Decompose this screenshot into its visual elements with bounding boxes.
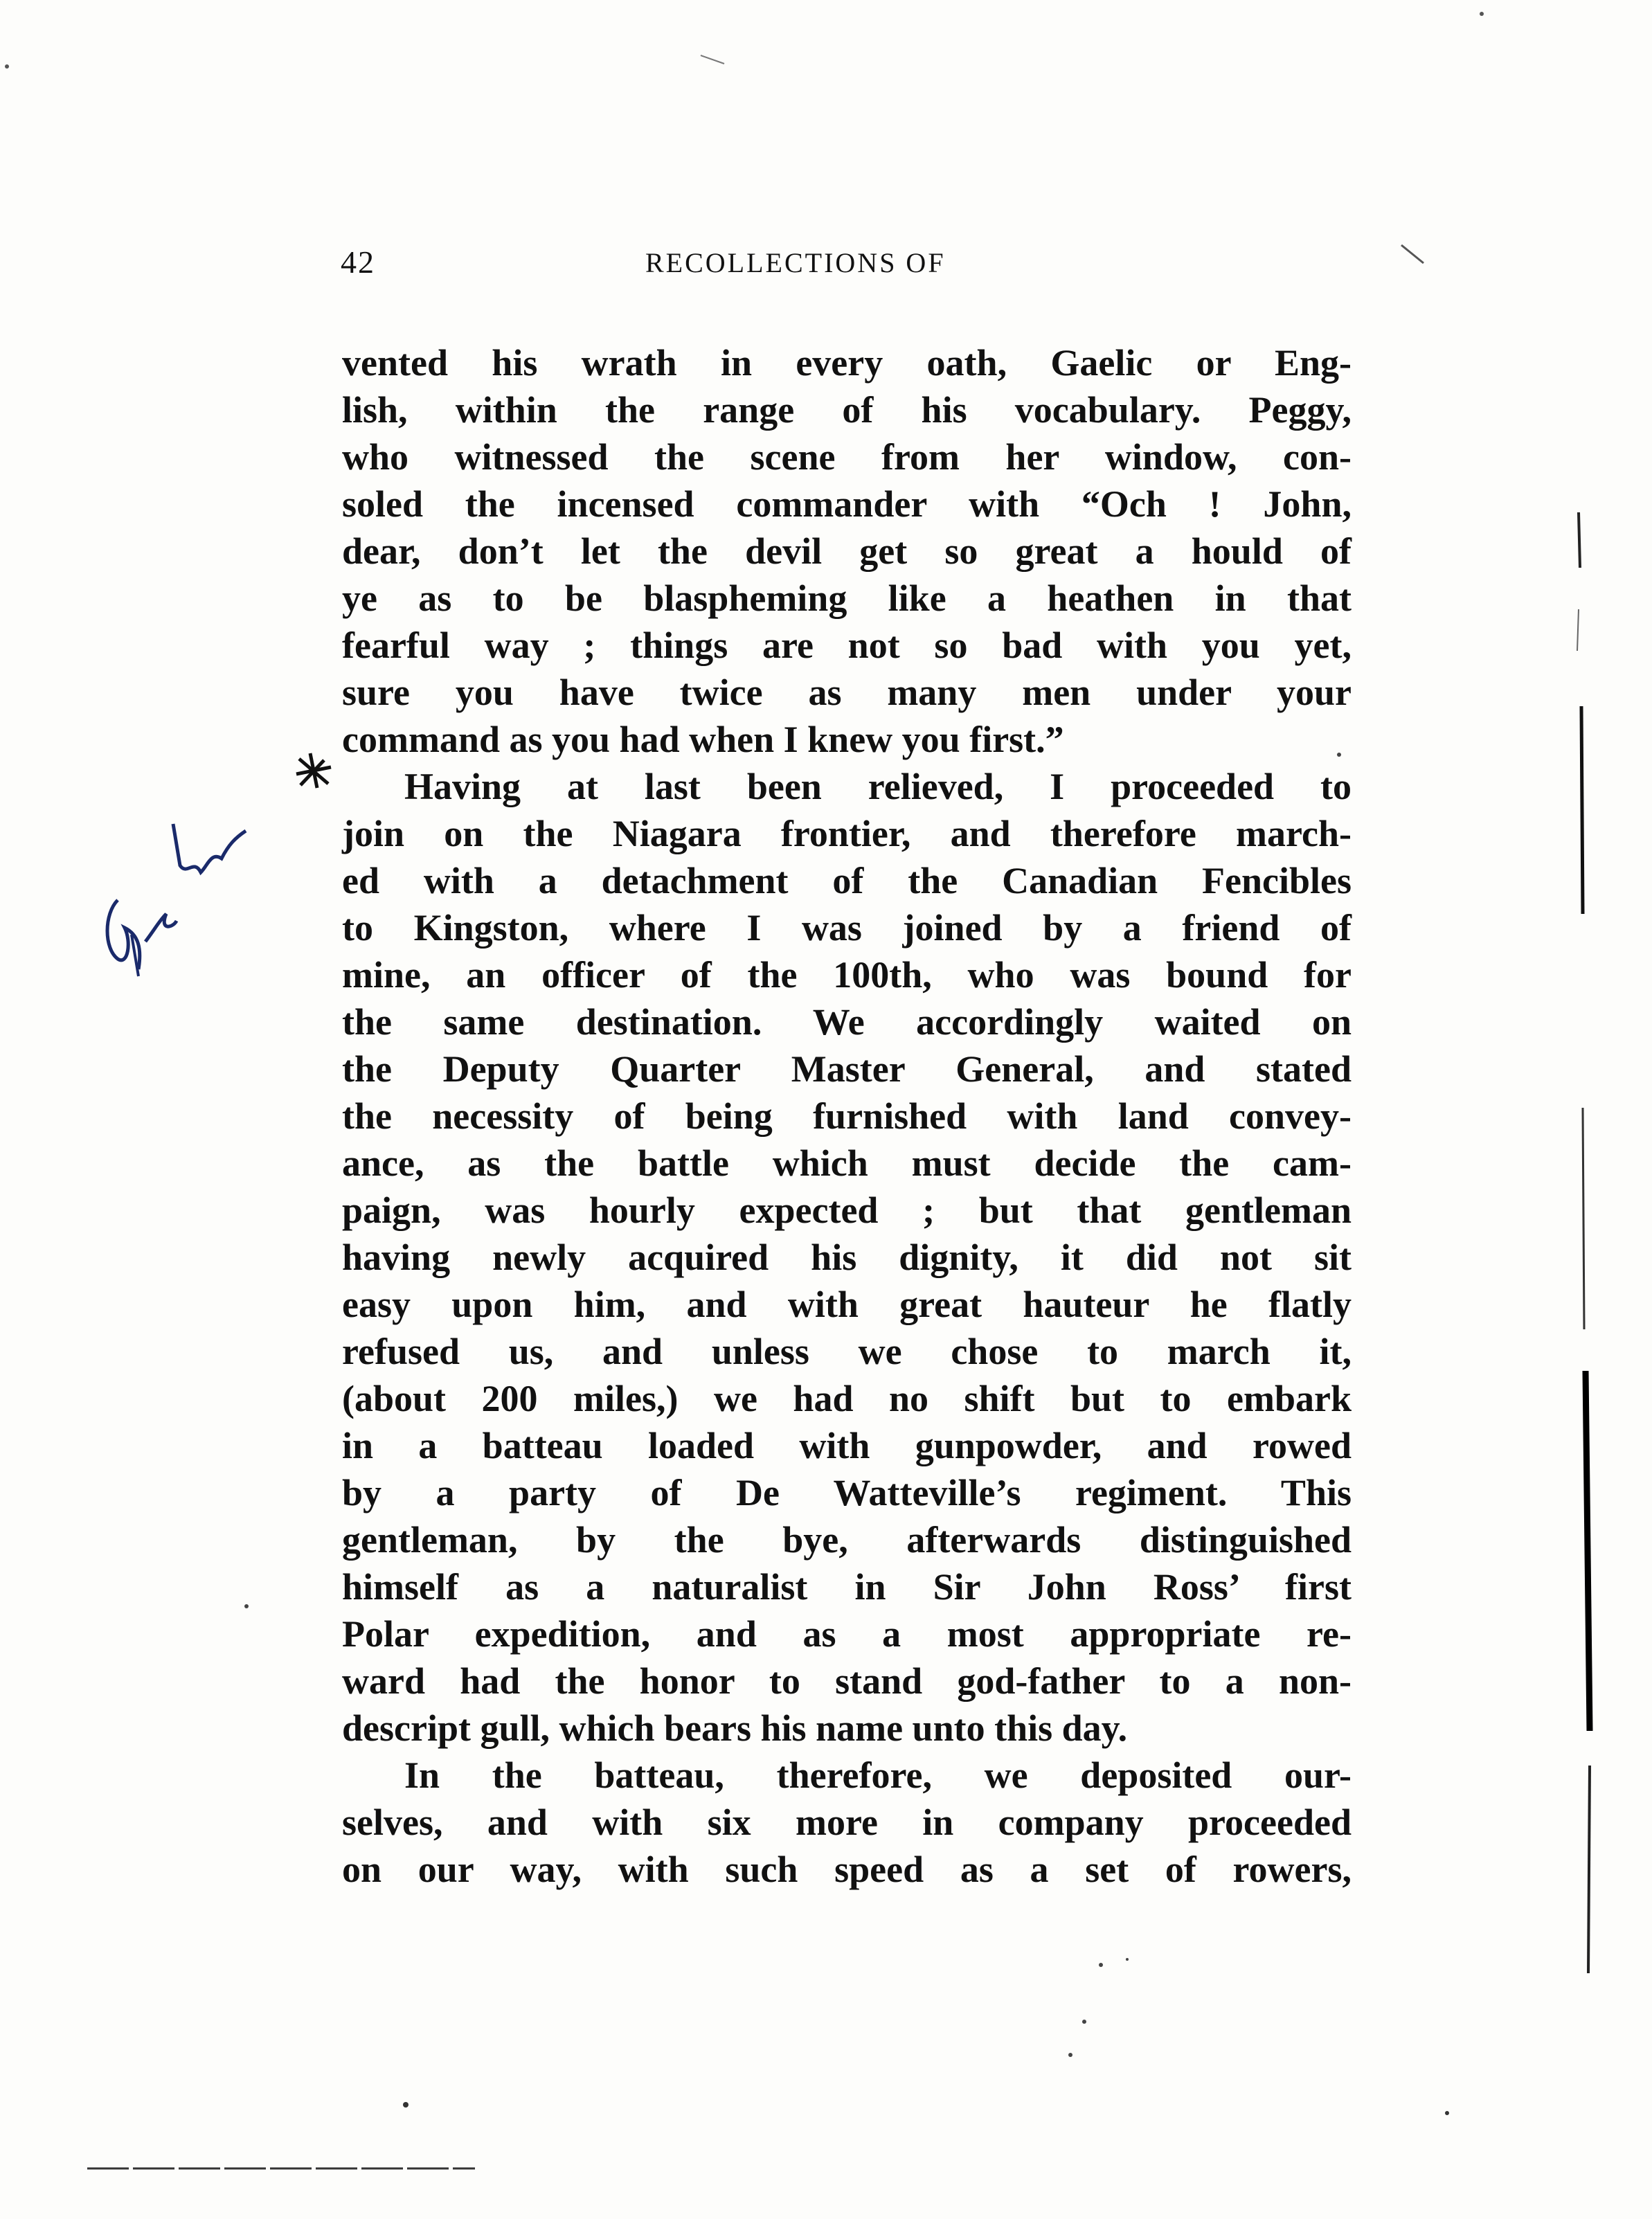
text-line: dear, don’t let the devil get so great a hould of	[342, 530, 1352, 572]
text-line: paign, was hourly expected ; but that gentleman	[342, 1189, 1352, 1231]
asterisk-mark-icon	[289, 746, 338, 795]
text-line: the Deputy Quarter Master General, and stated	[342, 1048, 1352, 1090]
text-line: ward had the honor to stand god-father to a non-	[342, 1660, 1352, 1702]
text-line: to Kingston, where I was joined by a friend of	[342, 907, 1352, 949]
text-line: mine, an officer of the 100th, who was bound for	[342, 954, 1352, 996]
text-line: who witnessed the scene from her window, con-	[342, 436, 1352, 478]
text-line: refused us, and unless we chose to march it,	[342, 1331, 1352, 1372]
paragraph-start-line: In the batteau, therefore, we deposited our-	[404, 1754, 1352, 1796]
text-line: join on the Niagara frontier, and therefore march-	[342, 813, 1352, 854]
text-line: (about 200 miles,) we had no shift but to embark	[342, 1378, 1352, 1419]
text-line: soled the incensed commander with “Och ! John,	[342, 483, 1352, 525]
text-line: sure you have twice as many men under your	[342, 672, 1352, 713]
text-line: the same destination. We accordingly waited on	[342, 1001, 1352, 1043]
text-line: Polar expedition, and as a most appropriate re-	[342, 1613, 1352, 1655]
text-line: on our way, with such speed as a set of rowers,	[342, 1849, 1352, 1890]
text-line: selves, and with six more in company proceeded	[342, 1802, 1352, 1843]
text-line: in a batteau loaded with gunpowder, and rowed	[342, 1425, 1352, 1466]
stray-mark	[1400, 244, 1428, 264]
handwritten-margin-note	[90, 810, 298, 990]
bottom-rule	[87, 2164, 489, 2173]
text-line: ance, as the battle which must decide the cam-	[342, 1142, 1352, 1184]
text-line: himself as a naturalist in Sir John Ross’ first	[342, 1566, 1352, 1608]
page-header	[341, 244, 1352, 292]
text-line: by a party of De Watteville’s regiment. This	[342, 1472, 1352, 1513]
scan-gutter-marks	[1558, 485, 1613, 2077]
text-line: ed with a detachment of the Canadian Fencibles	[342, 860, 1352, 901]
text-line: gentleman, by the bye, afterwards distinguished	[342, 1519, 1352, 1561]
stray-mark	[699, 53, 727, 66]
text-line: fearful way ; things are not so bad with you yet,	[342, 625, 1352, 666]
text-line: ye as to be blaspheming like a heathen in that	[342, 577, 1352, 619]
running-head: RECOLLECTIONS OF	[645, 247, 946, 278]
text-line: the necessity of being furnished with land convey-	[342, 1095, 1352, 1137]
page-number: 42	[341, 244, 375, 280]
paragraph-start-line: Having at last been relieved, I proceeded to	[404, 766, 1352, 807]
text-line: vented his wrath in every oath, Gaelic or Eng-	[342, 342, 1352, 384]
text-line: lish, within the range of his vocabulary. Peggy,	[342, 389, 1352, 431]
text-line: easy upon him, and with great hauteur he flatly	[342, 1284, 1352, 1325]
text-line: having newly acquired his dignity, it did not sit	[342, 1237, 1352, 1278]
text-line: descript gull, which bears his name unto this day.	[342, 1707, 1128, 1749]
body-text	[342, 339, 1352, 1893]
text-line: command as you had when I knew you first.”	[342, 719, 1064, 760]
